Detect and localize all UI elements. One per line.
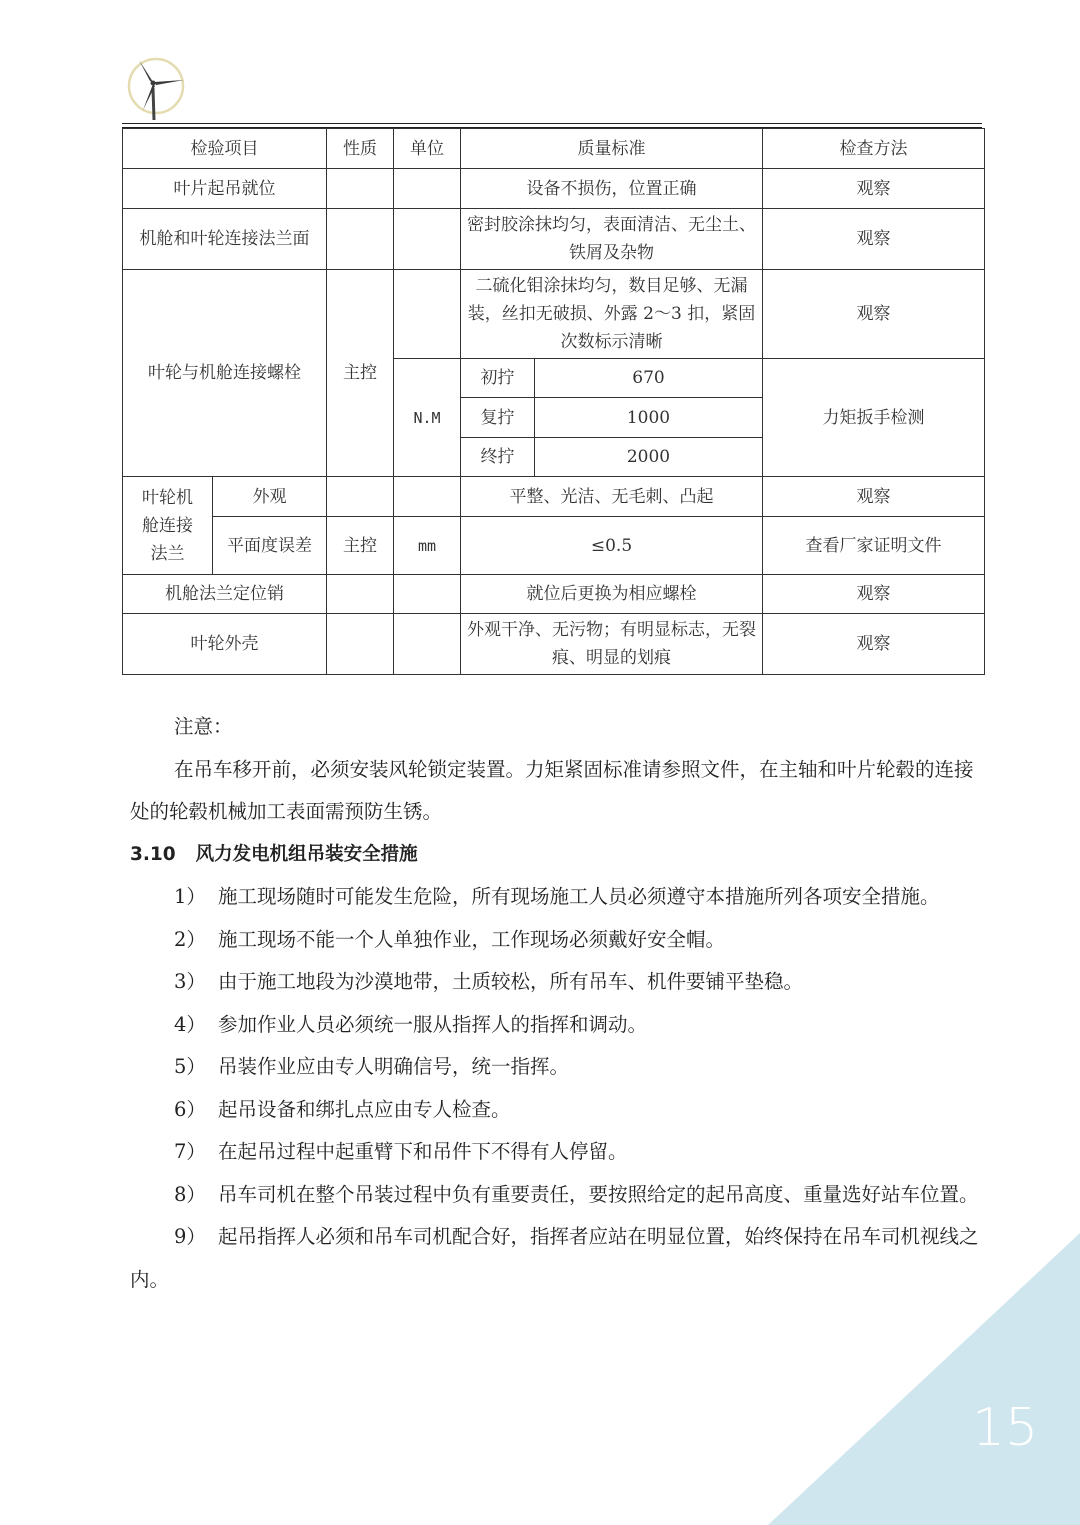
note-label: 注意： — [174, 715, 233, 738]
item-cell: 机舱和叶轮连接法兰面 — [123, 209, 327, 270]
torque-step-label: 初拧 — [461, 359, 535, 398]
list-item-number: 9） — [174, 1225, 206, 1248]
item-cell: 叶轮与机舱连接螺栓 — [123, 270, 327, 477]
list-item-text: 起吊设备和绑扎点应由专人检查。 — [218, 1097, 511, 1121]
torque-step-label: 终拧 — [461, 438, 535, 477]
nature-cell — [327, 477, 394, 517]
method-cell: 观察 — [763, 169, 985, 209]
list-item-text: 参加作业人员必须统一服从指挥人的指挥和调动。 — [218, 1012, 648, 1036]
item-cell: 机舱法兰定位销 — [123, 575, 327, 614]
method-cell: 观察 — [763, 477, 985, 517]
list-item — [130, 919, 980, 962]
unit-cell — [394, 614, 461, 675]
nature-cell — [327, 614, 394, 675]
section-heading — [130, 834, 980, 877]
method-cell: 观察 — [763, 614, 985, 675]
list-item-text: 在起吊过程中起重臂下和吊件下不得有人停留。 — [218, 1140, 628, 1163]
table-header-row — [123, 129, 985, 169]
list-item-number: 4） — [174, 1012, 206, 1036]
nature-cell — [327, 575, 394, 614]
table-row — [123, 209, 985, 270]
list-item-text: 吊车司机在整个吊装过程中负有重要责任，要按照给定的起吊高度、重量选好站车位置。 — [218, 1182, 979, 1206]
method-cell: 观察 — [763, 270, 985, 359]
header-cell: 检查方法 — [763, 129, 985, 169]
table-row — [123, 575, 985, 614]
header-cell: 检验项目 — [123, 129, 327, 169]
unit-cell — [394, 169, 461, 209]
unit-cell — [394, 270, 461, 359]
standard-cell: ≤0.5 — [461, 517, 763, 575]
method-cell: 观察 — [763, 575, 985, 614]
list-item-number: 1） — [174, 885, 206, 908]
table-row — [123, 169, 985, 209]
page-corner-decoration — [768, 1233, 1080, 1525]
note-text: 在吊车移开前，必须安装风轮锁定装置。力矩紧固标准请参照文件，在主轴和叶片轮毂的连接处的轮毂机械加工表面需预防生锈。 — [130, 757, 974, 823]
list-item-text: 施工现场不能一个人单独作业，工作现场必须戴好安全帽。 — [218, 927, 726, 951]
table-row — [123, 270, 985, 359]
header-cell: 性质 — [327, 129, 394, 169]
page-number: 15 — [972, 1398, 1039, 1458]
item-cell: 平面度误差 — [213, 517, 327, 575]
wind-turbine-logo-icon — [126, 54, 190, 122]
header-cell: 单位 — [394, 129, 461, 169]
table-row — [123, 517, 985, 575]
item-cell: 外观 — [213, 477, 327, 517]
standard-cell: 二硫化钼涂抹均匀，数目足够、无漏装，丝扣无破损、外露 2～3 扣，紧固次数标示清晰 — [461, 270, 763, 359]
unit-cell: mm — [394, 517, 461, 575]
list-item-text: 吊装作业应由专人明确信号，统一指挥。 — [218, 1055, 570, 1078]
list-item-text: 由于施工地段为沙漠地带，土质较松，所有吊车、机件要铺平垫稳。 — [218, 970, 804, 993]
list-item — [130, 876, 980, 919]
list-item-number: 7） — [174, 1140, 206, 1163]
torque-unit-cell: N.M — [394, 359, 461, 477]
inspection-table — [122, 128, 985, 675]
unit-cell — [394, 209, 461, 270]
table-row — [123, 614, 985, 675]
torque-method-cell: 力矩扳手检测 — [763, 359, 985, 477]
document-body — [130, 706, 980, 1301]
torque-step-value: 670 — [535, 359, 763, 398]
method-cell: 观察 — [763, 209, 985, 270]
standard-cell: 密封胶涂抹均匀，表面清洁、无尘土、铁屑及杂物 — [461, 209, 763, 270]
flange-group-cell: 叶轮机舱连接法兰 — [123, 477, 213, 575]
list-item — [130, 1174, 980, 1217]
list-item-text: 起吊指挥人必须和吊车司机配合好，指挥者应站在明显位置，始终保持在吊车司机视线之内。 — [130, 1225, 979, 1291]
header-cell: 质量标准 — [461, 129, 763, 169]
standard-cell: 设备不损伤，位置正确 — [461, 169, 763, 209]
header-rule — [122, 123, 982, 124]
list-item-number: 2） — [174, 927, 206, 951]
section-number: 3.10 — [130, 843, 176, 865]
standard-cell: 就位后更换为相应螺栓 — [461, 575, 763, 614]
list-item-number: 6） — [174, 1097, 206, 1121]
list-item — [130, 1046, 980, 1089]
table-row — [123, 477, 985, 517]
standard-cell: 外观干净、无污物；有明显标志，无裂痕、明显的划痕 — [461, 614, 763, 675]
item-cell: 叶片起吊就位 — [123, 169, 327, 209]
list-item — [130, 1004, 980, 1047]
torque-step-value: 1000 — [535, 398, 763, 438]
list-item — [130, 1131, 980, 1174]
standard-cell: 平整、光洁、无毛刺、凸起 — [461, 477, 763, 517]
nature-cell — [327, 209, 394, 270]
list-item — [130, 961, 980, 1004]
list-item-text: 施工现场随时可能发生危险，所有现场施工人员必须遵守本措施所列各项安全措施。 — [218, 885, 940, 908]
torque-step-label: 复拧 — [461, 398, 535, 438]
section-title: 风力发电机组吊装安全措施 — [195, 843, 418, 865]
method-cell: 查看厂家证明文件 — [763, 517, 985, 575]
list-item-number: 8） — [174, 1182, 206, 1206]
unit-cell — [394, 477, 461, 517]
list-item — [130, 1089, 980, 1132]
list-item-number: 5） — [174, 1055, 206, 1078]
unit-cell — [394, 575, 461, 614]
nature-cell: 主控 — [327, 517, 394, 575]
list-item-number: 3） — [174, 970, 206, 993]
item-cell: 叶轮外壳 — [123, 614, 327, 675]
nature-cell: 主控 — [327, 270, 394, 477]
torque-step-value: 2000 — [535, 438, 763, 477]
nature-cell — [327, 169, 394, 209]
